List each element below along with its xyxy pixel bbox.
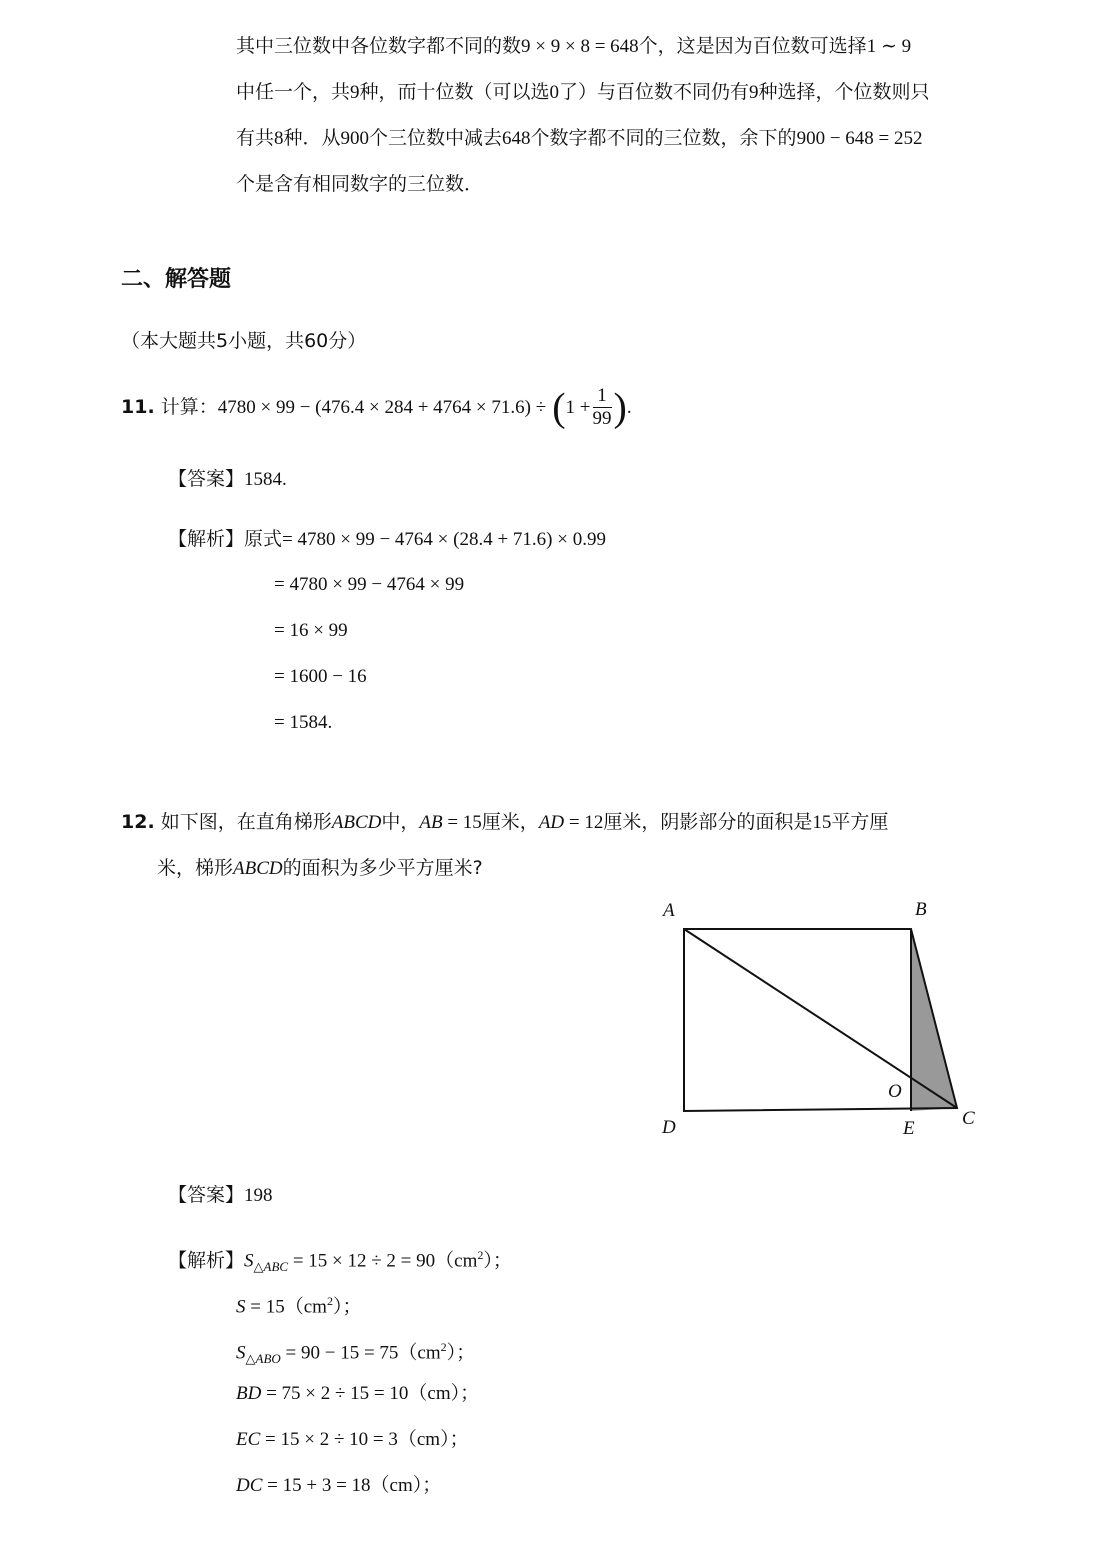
math-sup: 2 [477, 1248, 484, 1262]
math-sup: 2 [440, 1340, 447, 1354]
text: 米，梯形 [157, 857, 234, 879]
text: 种选择，个位数则只 [758, 81, 930, 103]
math: 9 [749, 82, 759, 103]
math: 648 [502, 128, 531, 149]
q11-analysis-step-2: = 4780 × 99 − 4764 × 99 [274, 574, 465, 595]
math: ABCD [331, 812, 382, 833]
analysis-prefix: 原式 [244, 528, 283, 550]
math: = 15 × 12 ÷ 2 = 90（cm [288, 1250, 478, 1272]
math: AB [419, 812, 443, 833]
math-var: BD [236, 1383, 262, 1404]
math-var: S [236, 1296, 246, 1318]
math-sup: 2 [326, 1294, 333, 1308]
q11-analysis-line-1 [168, 527, 606, 552]
math: 0 [549, 82, 560, 103]
math: = 15 [442, 812, 482, 833]
math-var: S [236, 1342, 246, 1364]
section-title: 二、解答题 [121, 267, 232, 292]
question-12-line-1 [121, 810, 888, 835]
math: 900 − 648 = 252 [796, 128, 923, 149]
prev-solution-line-4 [236, 172, 483, 196]
question-12-line-2 [157, 856, 483, 881]
question-number: 12. [121, 811, 155, 833]
text: 种．从 [283, 127, 341, 149]
math-var: EC [236, 1429, 261, 1450]
math-tail: ）； [483, 1249, 512, 1272]
q12-analysis-line-1 [168, 1243, 512, 1279]
math: = 90 − 15 = 75（cm [280, 1342, 441, 1364]
math: = 15 × 2 ÷ 10 = 3（cm）； [260, 1429, 469, 1450]
q12-analysis-step-6 [236, 1473, 441, 1498]
text: 厘米，阴影部分的面积是 [603, 811, 813, 833]
text: 其中三位数中各位数字都不同的数 [236, 35, 522, 57]
q12-answer [168, 1183, 273, 1208]
math: = 15（cm [245, 1296, 327, 1318]
fraction-numerator: 1 [593, 385, 612, 408]
text: 了）与百位数不同仍有 [559, 81, 750, 103]
analysis-label: 【解析】 [168, 1249, 245, 1272]
label-d: D [662, 1117, 676, 1138]
text: 平方厘 [831, 811, 889, 833]
label-o: O [888, 1081, 902, 1102]
text: 个是含有相同数字的三位数． [236, 173, 484, 195]
fraction-denominator: 99 [592, 408, 612, 429]
math: AD [538, 812, 565, 833]
math-sub: △ABO [245, 1351, 281, 1367]
q11-analysis-step-4: = 1600 − 16 [274, 666, 367, 687]
analysis-step: = 4780 × 99 − 4764 × (28.4 + 71.6) × 0.99 [282, 529, 606, 550]
answer-value: 198 [244, 1185, 273, 1206]
math-tail: ）； [332, 1295, 362, 1318]
answer-value: 1584. [244, 469, 287, 490]
question-number: 11. [121, 396, 155, 418]
answer-label: 【答案】 [168, 468, 245, 490]
math: 9 [350, 82, 360, 103]
q11-answer [168, 467, 287, 492]
math: 15 [812, 812, 832, 833]
prev-solution-line-2 [236, 80, 930, 105]
text: 中任一个，共 [236, 81, 351, 103]
math-var: S [244, 1250, 254, 1272]
math: = 15 + 3 = 18（cm）； [262, 1475, 442, 1496]
paren-open: ( [552, 384, 566, 430]
math-tail: ）； [446, 1341, 476, 1364]
math: = 12 [564, 812, 604, 833]
math-expression: 4780 × 99 − (476.4 × 284 + 4764 × 71.6) ÷ [217, 397, 547, 418]
text: 厘米， [481, 811, 539, 833]
answer-label: 【答案】 [168, 1184, 245, 1206]
math: 900 [340, 128, 370, 149]
text: 个数字都不同的三位数，余下的 [530, 127, 797, 149]
math-sub: △ABC [253, 1259, 289, 1275]
label-a: A [663, 900, 675, 921]
math: ABCD [233, 858, 283, 879]
q12-analysis-step-3 [236, 1335, 475, 1371]
math: 1 ∼ 9 [866, 36, 912, 57]
label-c: C [962, 1108, 975, 1129]
prev-solution-line-1 [236, 34, 911, 59]
math-var: DC [236, 1475, 263, 1496]
analysis-label: 【解析】 [168, 528, 245, 550]
math-expression: 1 + [565, 397, 591, 418]
q12-analysis-step-2 [236, 1289, 361, 1319]
math: = 75 × 2 ÷ 15 = 10（cm）； [261, 1383, 480, 1404]
question-11 [121, 384, 632, 430]
text: 中， [381, 811, 420, 833]
math: 9 × 9 × 8 = 648 [521, 36, 639, 57]
text: 个，这是因为百位数可选择 [638, 35, 867, 57]
fraction [593, 385, 612, 430]
period: . [626, 397, 632, 418]
section-subtitle: （本大题共5小题，共60分） [121, 330, 367, 352]
prev-solution-line-3 [236, 126, 923, 151]
question-prompt: 计算： [160, 396, 218, 418]
label-e: E [903, 1118, 915, 1139]
text: 有共 [236, 127, 275, 149]
paren-close: ) [613, 384, 627, 430]
q12-analysis-step-4 [236, 1381, 479, 1406]
math: 8 [274, 128, 284, 149]
trapezoid-figure [650, 892, 990, 1142]
text: 的面积为多少平方厘米? [282, 857, 483, 879]
text: 个三位数中减去 [369, 127, 503, 149]
q12-analysis-step-5 [236, 1427, 469, 1452]
q11-analysis-step-3: = 16 × 99 [274, 620, 348, 641]
label-b: B [915, 899, 927, 920]
q11-analysis-step-5: = 1584. [274, 712, 333, 733]
text: 种，而十位数（可以选 [359, 81, 550, 103]
text: 如下图，在直角梯形 [160, 811, 332, 833]
